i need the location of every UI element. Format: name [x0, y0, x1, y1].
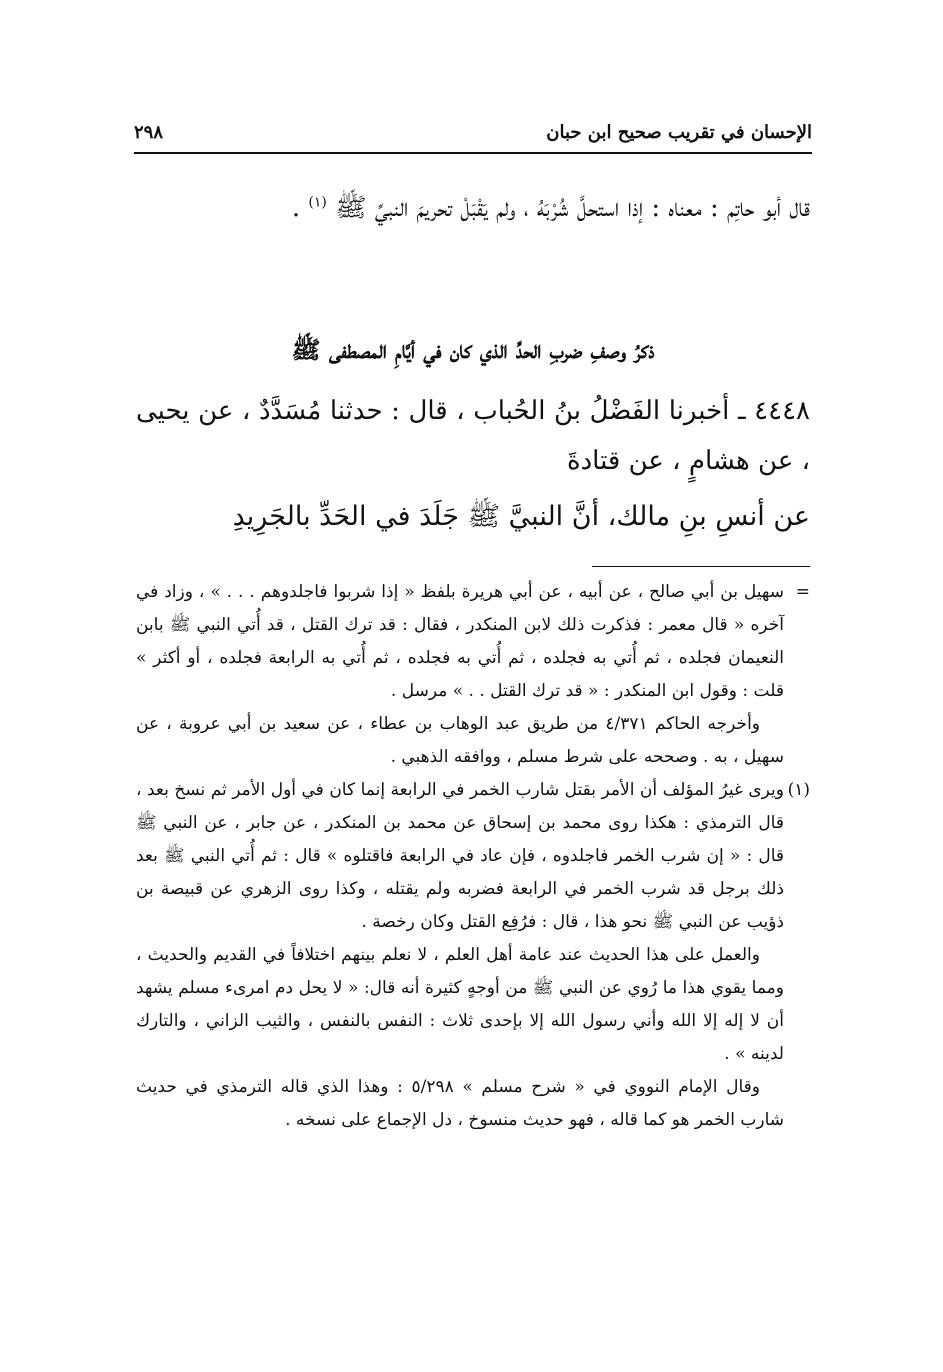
footnote-1-text: ويرى غيرُ المؤلف أن الأمر بقتل شارب الخمر في الرابعة إنما كان في أول الأمر ثم نسخ بعد ، قال الترمذي : هكذا روى محمد بن إسحاق عن محمد بن المنكدر ، عن جابر ، عن النبي ﷺ قال : « إن شرب الخمر فاجلدوه ، فإن عاد في الرابعة فاقتلوه » قال : ثم أُتي النبي ﷺ بعد ذلك برجل قد شرب الخمر في الرابعة فضربه ولم يقتله ، وكذا روى الزهري عن قبيصة بن ذؤيب عن النبي ﷺ نحو هذا ، قال : فرُفِع القتل وكان رخصة . — [136, 780, 784, 932]
opening-end: . — [291, 193, 309, 223]
page-number: ٢٩٨ — [134, 122, 164, 143]
footnote-separator — [592, 566, 810, 567]
continuation-marker: = — [795, 582, 810, 602]
footnote-continuation — [136, 576, 810, 708]
chapter-heading: ذكرُ وصفِ ضربِ الحدِّ الذي كان في أيَّامِ المصطفى ﷺ — [291, 335, 655, 364]
running-title: الإحسان في تقريب صحيح ابن حبان — [546, 122, 812, 143]
opening-paragraph — [136, 180, 810, 236]
page-header — [134, 118, 812, 154]
hadith-isnad: ٤٤٤٨ ـ أخبرنا الفَضْلُ بنُ الحُباب ، قال : حدثنا مُسَدَّدٌ ، عن يحيى ، عن هشامٍ ، عن قتادةَ — [136, 396, 810, 476]
footnote-1-paragraph-3: وقال الإمام النووي في « شرح مسلم » ٥/٢٩٨ : وهذا الذي قاله الترمذي في حديث شارب الخمر هو كما قاله ، فهو حديث منسوخ ، دل الإجماع على نسخه . — [136, 1077, 784, 1130]
footnotes-section — [136, 576, 810, 1137]
continuation-text: سهيل بن أبي صالح ، عن أبيه ، عن أبي هريرة بلفظ « إذا شربوا فاجلدوهم . . . » ، وزاد في آخره « قال معمر : فذكرت ذلك لابن المنكدر ، فقال : قد ترك القتل ، قد أُتي النبي ﷺ بابن النعيمان فجلده ، ثم أُتي به فجلده ، ثم أُتي به فجلده ، ثم أُتي به الرابعة فجلده ، أو أكثر » قلت : وقول ابن المنكدر : « قد ترك القتل . . » مرسل . — [136, 582, 784, 701]
footnote-1 — [136, 774, 810, 939]
footnote-ref-1[interactable]: (١) — [308, 194, 327, 211]
footnote-continuation-2: وأخرجه الحاكم ٤/٣٧١ من طريق عبد الوهاب بن عطاء ، عن سعيد بن أبي عروبة ، عن سهيل ، به . وصححه على شرط مسلم ، ووافقه الذهبي . — [136, 714, 784, 767]
footnote-1-marker: (١) — [787, 780, 810, 800]
footnote-1-paragraph-2: والعمل على هذا الحديث عند عامة أهل العلم ، لا نعلم بينهم اختلافاً في القديم والحديث ، ومما يقوي هذا ما رُوي عن النبي ﷺ من أوجهٍ كثيرة أنه قال: « لا يحل دم امرىء مسلم يشهد أن لا إله إلا الله وأني رسول الله إلا بإحدى ثلاث : النفس بالنفس ، والثيب الزاني ، والتارك لدينه » . — [136, 945, 784, 1064]
opening-text: قال أبو حاتِم : معناه : إذا استحلَّ شُرْبَهُ ، ولم يَقْبَلْ تحريمَ النبيِّ ﷺ — [335, 193, 810, 223]
hadith-text: عن أنسِ بنِ مالك، أنَّ النبيَّ ﷺ جَلَدَ في الحَدِّ بالجَرِيدِ — [232, 501, 810, 532]
